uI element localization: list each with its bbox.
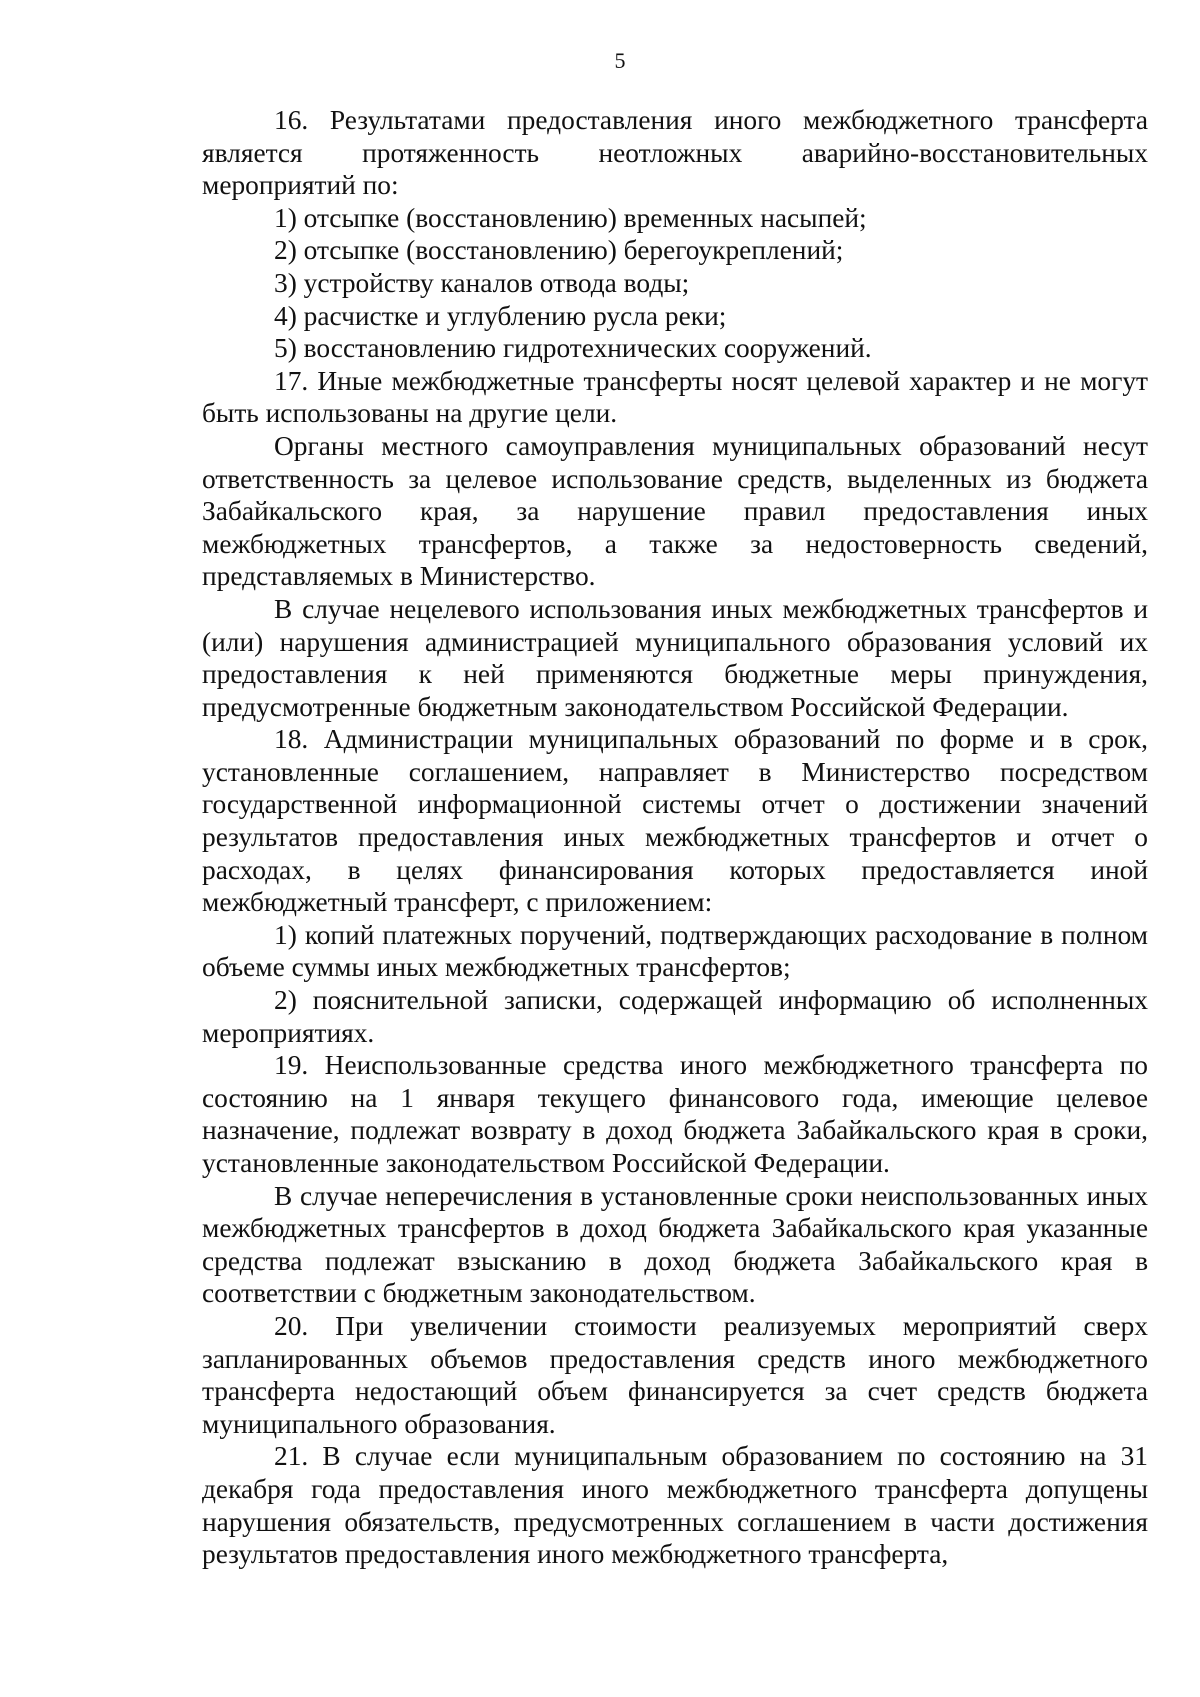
paragraph-19-unused-funds: 19. Неиспользованные средства иного межбюджетного трансферта по состоянию на 1 января текущего финансового года, имеющие целевое назначение, подлежат возврату в доход бюджета Забайкальского края в сроки, установленные законодательством Российской Федерации. <box>202 1050 1148 1178</box>
list-item-explanatory-note: 2) пояснительной записки, содержащей информацию об исполненных мероприятиях. <box>202 985 1148 1048</box>
list-item-4-riverbed-clearing: 4) расчистке и углублению русла реки; <box>274 300 727 331</box>
list-item-2-bank-protection: 2) отсыпке (восстановлению) берегоукреплений; <box>274 235 844 266</box>
body-text <box>202 104 1148 1571</box>
list-item-5-hydraulic-structures: 5) восстановлению гидротехнических сооружений. <box>274 333 872 364</box>
paragraph-recovery: В случае неперечисления в установленные сроки неиспользованных иных межбюджетных трансфертов в доход бюджета Забайкальского края указанные средства подлежат взысканию в доход бюджета Забайкальского края в соответствии с бюджетным законодательством. <box>202 1180 1148 1309</box>
paragraph-18-reporting: 18. Администрации муниципальных образований по форме и в срок, установленные соглашением, направляет в Министерство посредством государственной информационной системы отчет о достижении значений результатов предоставления иных межбюджетных трансфертов и отчет о расходах, в целях финансирования которых предоставляется иной межбюджетный трансферт, с приложением: <box>202 724 1148 918</box>
paragraph-20-cost-increase: 20. При увеличении стоимости реализуемых мероприятий сверх запланированных объемов предоставления средств иного межбюджетного трансферта недостающий объем финансируется за счет средств бюджета муниципального образования. <box>202 1310 1148 1439</box>
list-item-payment-orders: 1) копий платежных поручений, подтверждающих расходование в полном объеме суммы иных межбюджетных трансфертов; <box>202 919 1148 983</box>
paragraph-local-authorities-responsibility: Органы местного самоуправления муниципальных образований несут ответственность за целевое использование средств, выделенных из бюджета Забайкальского края, за нарушение правил предоставления иных межбюджетных трансфертов, а также за недостоверность сведений, представляемых в Министерство. <box>202 430 1148 592</box>
paragraph-17-targeted-use: 17. Иные межбюджетные трансферты носят целевой характер и не могут быть использованы на другие цели. <box>202 365 1148 429</box>
paragraph-16-results: 16. Результатами предоставления иного межбюджетного трансферта является протяженность неотложных аварийно-восстановительных мероприятий по: <box>202 105 1148 201</box>
page-number: 5 <box>614 48 626 73</box>
list-item-1-embankments: 1) отсыпке (восстановлению) временных насыпей; <box>274 202 867 233</box>
list-item-3-drainage-channels: 3) устройству каналов отвода воды; <box>274 267 690 298</box>
paragraph-21-violations: 21. В случае если муниципальным образованием по состоянию на 31 декабря года предоставления иного межбюджетного трансферта допущены нарушения обязательств, предусмотренных соглашением в части достижения результатов предоставления иного межбюджетного трансферта, <box>202 1441 1148 1570</box>
paragraph-misuse-measures: В случае нецелевого использования иных межбюджетных трансфертов и (или) нарушения администрацией муниципального образования условий их предоставления к ней применяются бюджетные меры принуждения, предусмотренные бюджетным законодательством Российской Федерации. <box>202 593 1148 722</box>
